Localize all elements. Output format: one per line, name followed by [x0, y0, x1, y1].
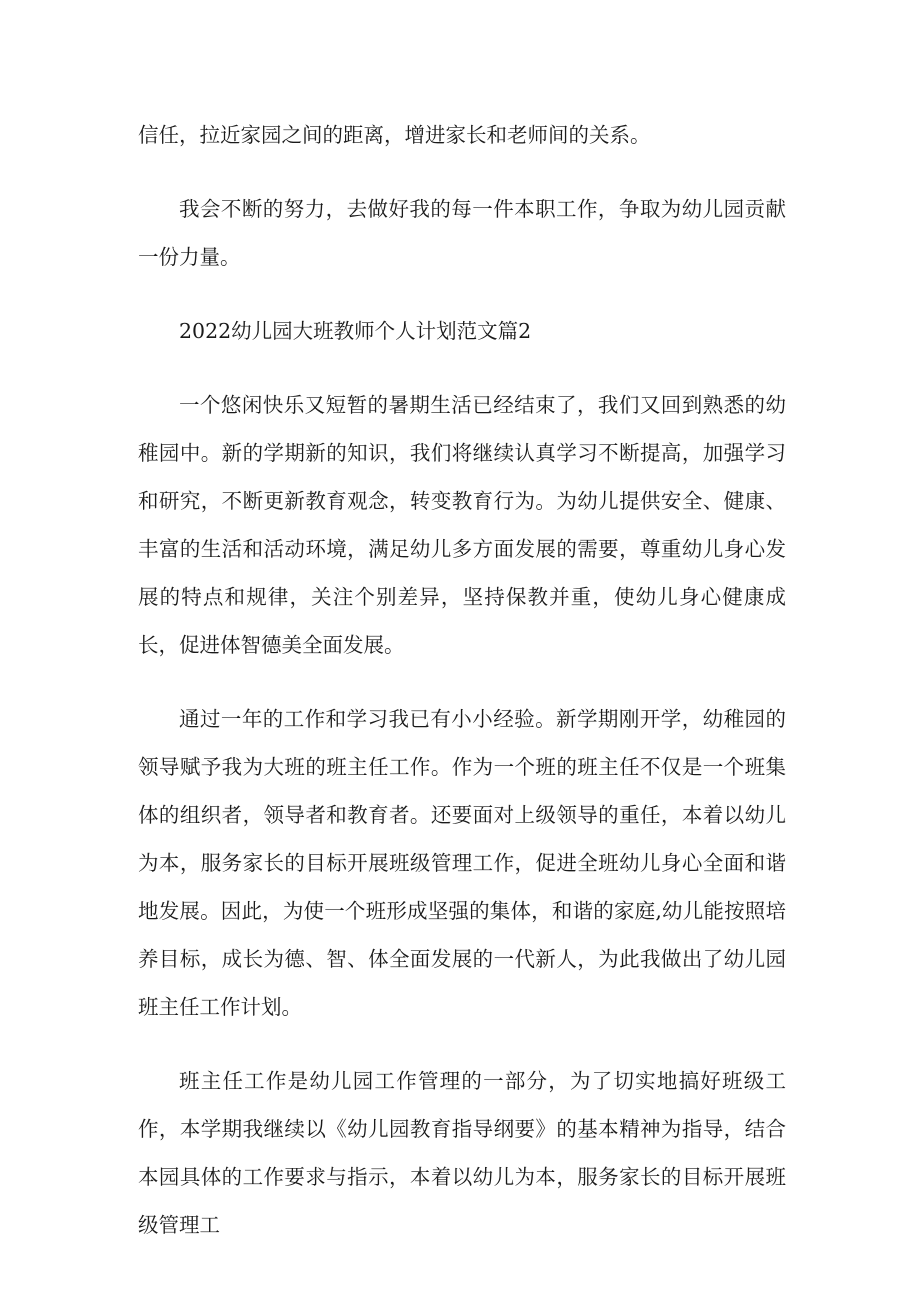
section-title: 2022幼儿园大班教师个人计划范文篇2 — [179, 319, 532, 343]
document-body — [138, 111, 786, 1275]
paragraph-commitment: 我会不断的努力，去做好我的每一件本职工作，争取为幼儿园贡献一份力量。 — [138, 197, 786, 269]
paragraph-class-management: 班主任工作是幼儿园工作管理的一部分，为了切实地搞好班级工作，本学期我继续以《幼儿园教育指导纲要》的基本精神为指导，结合本园具体的工作要求与指示，本着以幼儿为本，服务家长的目标开展班级管理工 — [138, 1069, 786, 1237]
paragraph-intro: 一个悠闲快乐又短暂的暑期生活已经结束了，我们又回到熟悉的幼稚园中。新的学期新的知识，我们将继续认真学习不断提高，加强学习和研究，不断更新教育观念，转变教育行为。为幼儿提供安全、健康、丰富的生活和活动环境，满足幼儿多方面发展的需要，尊重幼儿身心发展的特点和规律，关注个别差异，坚持保教并重，使幼儿身心健康成长，促进体智德美全面发展。 — [138, 393, 786, 657]
paragraph-continuation: 信任，拉近家园之间的距离，增进家长和老师间的关系。 — [138, 123, 651, 147]
paragraph-experience: 通过一年的工作和学习我已有小小经验。新学期刚开学，幼稚园的领导赋予我为大班的班主任工作。作为一个班的班主任不仅是一个班集体的组织者，领导者和教育者。还要面对上级领导的重任，本着以幼儿为本，服务家长的目标开展班级管理工作，促进全班幼儿身心全面和谐地发展。因此，为使一个班形成坚强的集体，和谐的家庭,幼儿能按照培养目标，成长为德、智、体全面发展的一代新人，为此我做出了幼儿园班主任工作计划。 — [138, 707, 786, 1019]
